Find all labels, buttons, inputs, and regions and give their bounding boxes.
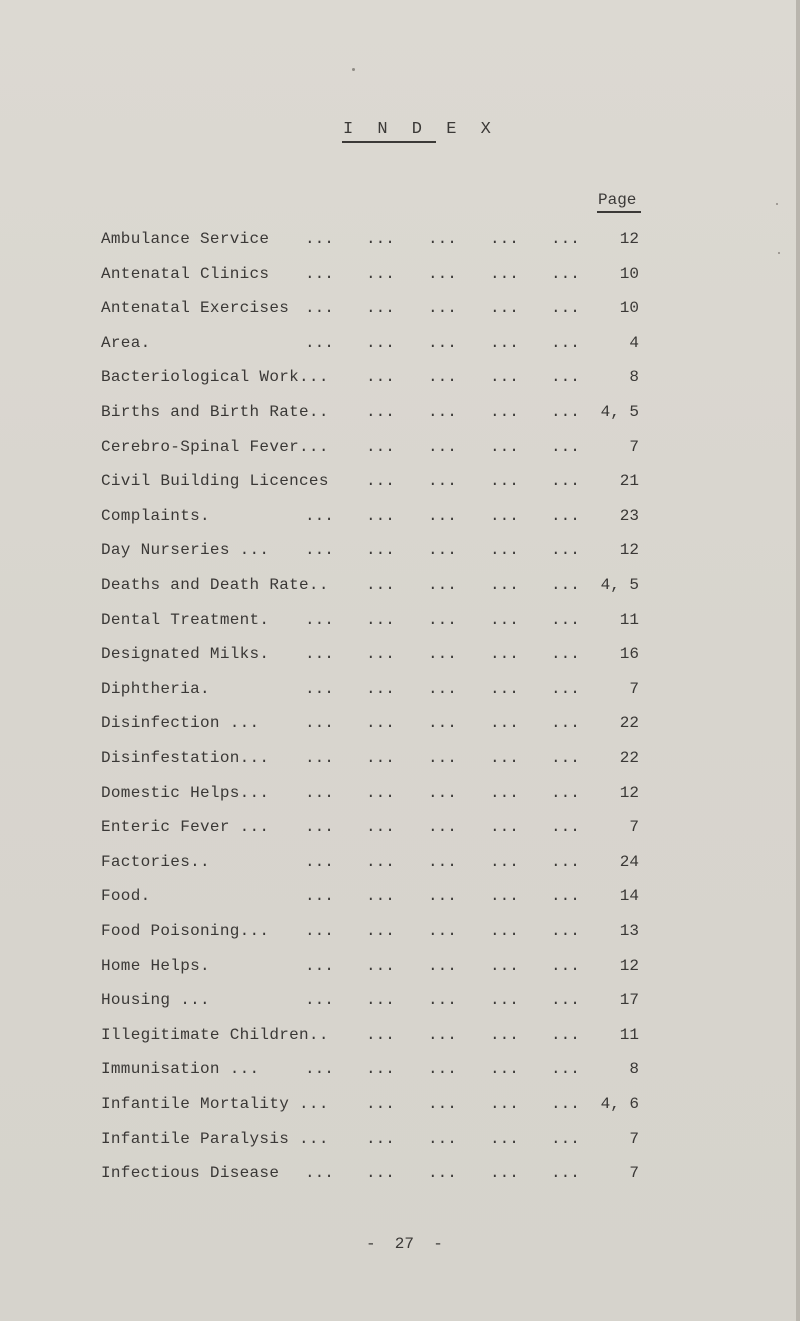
index-entry <box>0 438 800 458</box>
leader-dots: ... <box>305 334 334 352</box>
leader-dots: ... <box>490 438 519 456</box>
leader-dots: ... <box>305 230 334 248</box>
leader-dots: ... <box>428 680 457 698</box>
leader-dots: ... <box>551 1164 580 1182</box>
index-entry <box>0 645 800 665</box>
index-entry <box>0 887 800 907</box>
leader-dots: ... <box>366 1026 395 1044</box>
entry-page-number: 11 <box>619 611 639 629</box>
index-entry <box>0 507 800 527</box>
leader-dots: ... <box>490 230 519 248</box>
leader-dots: ... <box>490 645 519 663</box>
entry-page-number: 4, 6 <box>600 1095 639 1113</box>
leader-dots: ... <box>490 922 519 940</box>
entry-page-number: 11 <box>619 1026 639 1044</box>
index-entry <box>0 818 800 838</box>
title-underline <box>342 141 436 143</box>
paper-speck <box>778 252 780 254</box>
leader-dots: ... <box>366 611 395 629</box>
entry-label: Food. <box>101 887 151 905</box>
leader-dots: ... <box>305 714 334 732</box>
index-entry <box>0 957 800 977</box>
entry-page-number: 7 <box>629 438 639 456</box>
leader-dots: ... <box>490 299 519 317</box>
leader-dots: ... <box>428 714 457 732</box>
leader-dots: ... <box>366 265 395 283</box>
leader-dots: ... <box>551 438 580 456</box>
leader-dots: ... <box>428 1164 457 1182</box>
index-entry <box>0 368 800 388</box>
leader-dots: ... <box>428 507 457 525</box>
entry-label: Infantile Paralysis ... <box>101 1130 329 1148</box>
entry-label: Bacteriological Work... <box>101 368 329 386</box>
leader-dots: ... <box>366 957 395 975</box>
leader-dots: ... <box>490 403 519 421</box>
entry-label: Dental Treatment. <box>101 611 270 629</box>
leader-dots: ... <box>551 472 580 490</box>
leader-dots: ... <box>428 334 457 352</box>
leader-dots: ... <box>490 818 519 836</box>
leader-dots: ... <box>551 714 580 732</box>
leader-dots: ... <box>551 1095 580 1113</box>
entry-page-number: 21 <box>619 472 639 490</box>
leader-dots: ... <box>428 853 457 871</box>
leader-dots: ... <box>490 853 519 871</box>
entry-label: Day Nurseries ... <box>101 541 270 559</box>
leader-dots: ... <box>366 368 395 386</box>
paper-speck <box>776 203 778 205</box>
leader-dots: ... <box>305 991 334 1009</box>
leader-dots: ... <box>366 438 395 456</box>
leader-dots: ... <box>490 1164 519 1182</box>
leader-dots: ... <box>428 1130 457 1148</box>
entry-label: Civil Building Licences <box>101 472 329 490</box>
leader-dots: ... <box>428 818 457 836</box>
entry-page-number: 13 <box>619 922 639 940</box>
index-entry <box>0 853 800 873</box>
leader-dots: ... <box>551 1130 580 1148</box>
leader-dots: ... <box>305 922 334 940</box>
index-entry <box>0 1095 800 1115</box>
entry-page-number: 8 <box>629 1060 639 1078</box>
entry-page-number: 8 <box>629 368 639 386</box>
entry-page-number: 10 <box>619 299 639 317</box>
leader-dots: ... <box>551 541 580 559</box>
leader-dots: ... <box>428 887 457 905</box>
index-entry <box>0 1164 800 1184</box>
leader-dots: ... <box>305 507 334 525</box>
entry-label: Area. <box>101 334 151 352</box>
leader-dots: ... <box>551 957 580 975</box>
entry-label: Complaints. <box>101 507 210 525</box>
leader-dots: ... <box>305 818 334 836</box>
entry-label: Cerebro-Spinal Fever... <box>101 438 329 456</box>
paper-speck <box>352 68 355 71</box>
leader-dots: ... <box>490 472 519 490</box>
leader-dots: ... <box>305 645 334 663</box>
leader-dots: ... <box>366 853 395 871</box>
leader-dots: ... <box>551 922 580 940</box>
index-entry <box>0 403 800 423</box>
leader-dots: ... <box>551 230 580 248</box>
entry-page-number: 17 <box>619 991 639 1009</box>
leader-dots: ... <box>490 1060 519 1078</box>
leader-dots: ... <box>490 991 519 1009</box>
leader-dots: ... <box>490 887 519 905</box>
leader-dots: ... <box>305 784 334 802</box>
leader-dots: ... <box>366 1130 395 1148</box>
leader-dots: ... <box>366 299 395 317</box>
page-column-header: Page <box>598 191 637 209</box>
entry-page-number: 16 <box>619 645 639 663</box>
index-entry <box>0 541 800 561</box>
leader-dots: ... <box>428 957 457 975</box>
index-entry <box>0 714 800 734</box>
entry-page-number: 10 <box>619 265 639 283</box>
leader-dots: ... <box>551 611 580 629</box>
leader-dots: ... <box>428 645 457 663</box>
leader-dots: ... <box>428 541 457 559</box>
leader-dots: ... <box>551 645 580 663</box>
index-title: I N D E X <box>343 120 498 139</box>
entry-page-number: 4, 5 <box>600 576 639 594</box>
entry-page-number: 7 <box>629 680 639 698</box>
leader-dots: ... <box>551 991 580 1009</box>
leader-dots: ... <box>305 680 334 698</box>
index-entry <box>0 230 800 250</box>
leader-dots: ... <box>366 1060 395 1078</box>
leader-dots: ... <box>305 611 334 629</box>
leader-dots: ... <box>366 1095 395 1113</box>
leader-dots: ... <box>490 714 519 732</box>
leader-dots: ... <box>305 957 334 975</box>
entry-page-number: 22 <box>619 714 639 732</box>
leader-dots: ... <box>305 749 334 767</box>
leader-dots: ... <box>366 680 395 698</box>
leader-dots: ... <box>428 1060 457 1078</box>
leader-dots: ... <box>428 1026 457 1044</box>
leader-dots: ... <box>490 749 519 767</box>
leader-dots: ... <box>428 576 457 594</box>
index-entry <box>0 611 800 631</box>
leader-dots: ... <box>305 541 334 559</box>
leader-dots: ... <box>366 403 395 421</box>
leader-dots: ... <box>490 265 519 283</box>
leader-dots: ... <box>366 576 395 594</box>
entry-label: Diphtheria. <box>101 680 210 698</box>
entry-label: Infectious Disease <box>101 1164 280 1182</box>
leader-dots: ... <box>366 645 395 663</box>
index-entry <box>0 1060 800 1080</box>
entry-label: Food Poisoning... <box>101 922 270 940</box>
leader-dots: ... <box>428 922 457 940</box>
index-entry <box>0 1026 800 1046</box>
leader-dots: ... <box>428 611 457 629</box>
entry-page-number: 7 <box>629 818 639 836</box>
leader-dots: ... <box>366 230 395 248</box>
leader-dots: ... <box>305 299 334 317</box>
leader-dots: ... <box>305 1060 334 1078</box>
leader-dots: ... <box>305 1164 334 1182</box>
index-entry <box>0 680 800 700</box>
leader-dots: ... <box>428 749 457 767</box>
leader-dots: ... <box>366 1164 395 1182</box>
leader-dots: ... <box>551 368 580 386</box>
entry-label: Disinfestation... <box>101 749 270 767</box>
leader-dots: ... <box>490 368 519 386</box>
leader-dots: ... <box>428 1095 457 1113</box>
entry-label: Enteric Fever ... <box>101 818 270 836</box>
index-entry <box>0 1130 800 1150</box>
leader-dots: ... <box>428 299 457 317</box>
leader-dots: ... <box>490 957 519 975</box>
page-header-underline <box>597 211 641 213</box>
leader-dots: ... <box>490 507 519 525</box>
leader-dots: ... <box>490 1130 519 1148</box>
entry-page-number: 12 <box>619 784 639 802</box>
index-entry <box>0 576 800 596</box>
leader-dots: ... <box>366 472 395 490</box>
leader-dots: ... <box>428 438 457 456</box>
entry-label: Births and Birth Rate.. <box>101 403 329 421</box>
index-entry <box>0 299 800 319</box>
entry-page-number: 14 <box>619 887 639 905</box>
leader-dots: ... <box>366 507 395 525</box>
leader-dots: ... <box>490 784 519 802</box>
leader-dots: ... <box>305 853 334 871</box>
leader-dots: ... <box>551 576 580 594</box>
leader-dots: ... <box>305 887 334 905</box>
leader-dots: ... <box>366 991 395 1009</box>
leader-dots: ... <box>366 887 395 905</box>
page-number: - 27 - <box>366 1235 443 1253</box>
leader-dots: ... <box>428 403 457 421</box>
index-entry <box>0 784 800 804</box>
entry-page-number: 7 <box>629 1130 639 1148</box>
entry-page-number: 22 <box>619 749 639 767</box>
leader-dots: ... <box>428 368 457 386</box>
leader-dots: ... <box>366 922 395 940</box>
entry-label: Designated Milks. <box>101 645 270 663</box>
entry-label: Domestic Helps... <box>101 784 270 802</box>
leader-dots: ... <box>428 265 457 283</box>
entry-page-number: 12 <box>619 957 639 975</box>
entry-label: Housing ... <box>101 991 210 1009</box>
entry-page-number: 7 <box>629 1164 639 1182</box>
leader-dots: ... <box>366 749 395 767</box>
leader-dots: ... <box>551 887 580 905</box>
leader-dots: ... <box>366 541 395 559</box>
entry-page-number: 4 <box>629 334 639 352</box>
leader-dots: ... <box>428 991 457 1009</box>
entry-label: Infantile Mortality ... <box>101 1095 329 1113</box>
leader-dots: ... <box>551 403 580 421</box>
entry-label: Disinfection ... <box>101 714 260 732</box>
leader-dots: ... <box>551 507 580 525</box>
leader-dots: ... <box>551 818 580 836</box>
index-entry <box>0 749 800 769</box>
leader-dots: ... <box>366 818 395 836</box>
leader-dots: ... <box>551 1026 580 1044</box>
leader-dots: ... <box>490 541 519 559</box>
entry-page-number: 23 <box>619 507 639 525</box>
entry-page-number: 12 <box>619 541 639 559</box>
entry-label: Immunisation ... <box>101 1060 260 1078</box>
leader-dots: ... <box>366 714 395 732</box>
leader-dots: ... <box>490 576 519 594</box>
leader-dots: ... <box>551 334 580 352</box>
leader-dots: ... <box>490 334 519 352</box>
leader-dots: ... <box>551 680 580 698</box>
leader-dots: ... <box>305 265 334 283</box>
leader-dots: ... <box>551 784 580 802</box>
index-entry <box>0 265 800 285</box>
entry-page-number: 12 <box>619 230 639 248</box>
leader-dots: ... <box>490 611 519 629</box>
leader-dots: ... <box>428 784 457 802</box>
entry-label: Factories.. <box>101 853 210 871</box>
index-entry <box>0 334 800 354</box>
leader-dots: ... <box>551 265 580 283</box>
leader-dots: ... <box>428 230 457 248</box>
entry-page-number: 24 <box>619 853 639 871</box>
leader-dots: ... <box>490 1095 519 1113</box>
leader-dots: ... <box>551 749 580 767</box>
leader-dots: ... <box>366 784 395 802</box>
entry-label: Antenatal Exercises <box>101 299 290 317</box>
entry-label: Illegitimate Children.. <box>101 1026 329 1044</box>
entry-label: Ambulance Service <box>101 230 270 248</box>
index-entry <box>0 472 800 492</box>
leader-dots: ... <box>551 1060 580 1078</box>
leader-dots: ... <box>490 680 519 698</box>
leader-dots: ... <box>551 299 580 317</box>
entry-label: Antenatal Clinics <box>101 265 270 283</box>
entry-label: Home Helps. <box>101 957 210 975</box>
index-entry <box>0 991 800 1011</box>
leader-dots: ... <box>551 853 580 871</box>
entry-page-number: 4, 5 <box>600 403 639 421</box>
leader-dots: ... <box>366 334 395 352</box>
entry-label: Deaths and Death Rate.. <box>101 576 329 594</box>
index-entry <box>0 922 800 942</box>
leader-dots: ... <box>428 472 457 490</box>
leader-dots: ... <box>490 1026 519 1044</box>
